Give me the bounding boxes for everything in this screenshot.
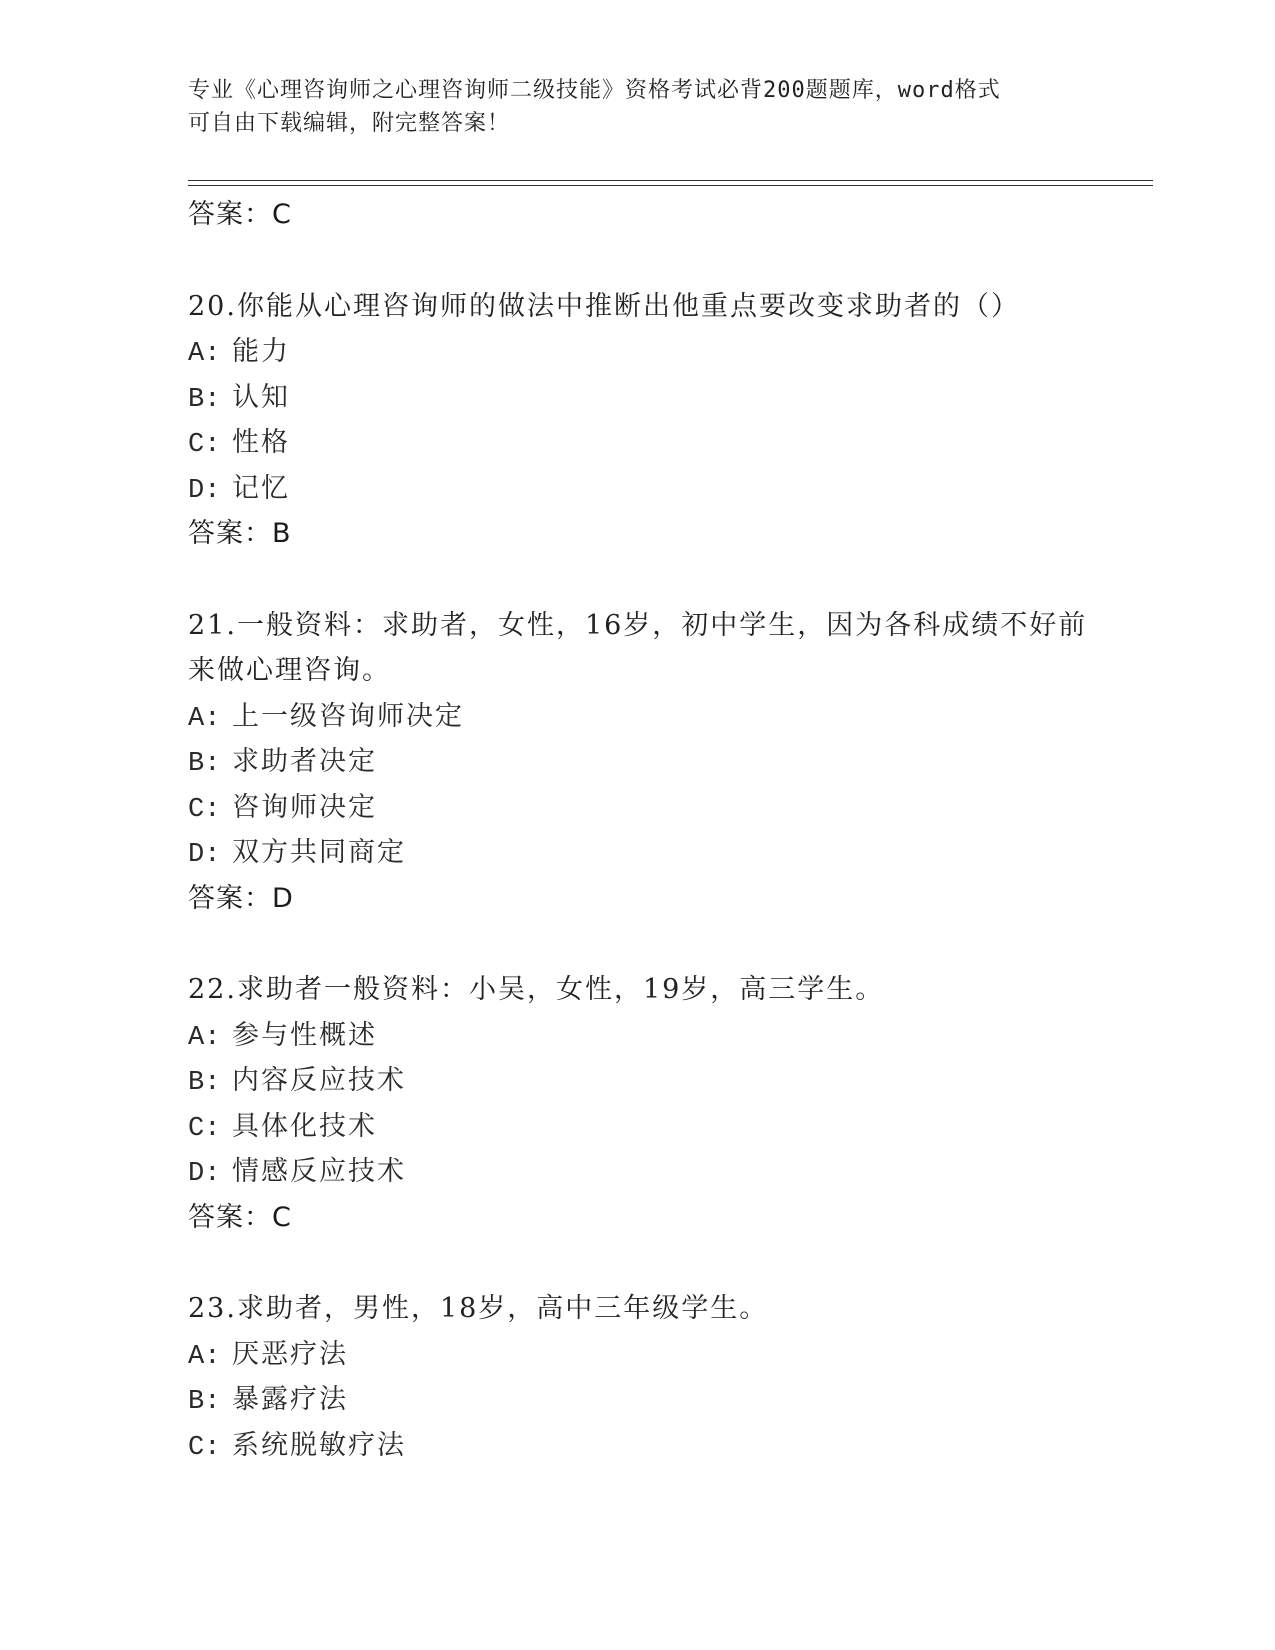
option-key: B: (188, 1387, 221, 1417)
question-stem: 23.求助者，男性，18岁，高中三年级学生。 (188, 1293, 769, 1324)
option-text: 情感反应技术 (232, 1156, 406, 1187)
option-a (188, 1013, 1088, 1059)
option-d (188, 466, 1088, 512)
option-c (188, 785, 1088, 831)
option-text: 厌恶疗法 (232, 1338, 348, 1370)
previous-answer: 答案：C (188, 199, 292, 230)
question-list (188, 192, 1088, 1468)
option-key: D: (188, 475, 221, 506)
question-21 (188, 603, 1088, 922)
document-header (188, 74, 1068, 140)
option-c (188, 1104, 1088, 1150)
spacer (188, 238, 1088, 284)
option-text: 具体化技术 (232, 1110, 377, 1142)
option-key: B: (188, 1068, 221, 1098)
option-b (188, 1377, 1088, 1423)
option-b (188, 375, 1088, 421)
option-key: D: (188, 1159, 221, 1189)
question-stem: 20.你能从心理咨询师的做法中推断出他重点要改变求助者的（） (188, 290, 1020, 322)
question-answer: 答案：B (188, 518, 292, 549)
option-text: 记忆 (232, 472, 290, 504)
question-stem: 21.一般资料：求助者，女性，16岁，初中学生，因为各科成绩不好前 (188, 609, 1088, 641)
option-text: 系统脱敏疗法 (232, 1429, 406, 1461)
option-text: 认知 (232, 381, 290, 413)
option-key: A: (188, 1341, 221, 1372)
option-key: C: (188, 794, 221, 825)
option-key: C: (188, 1113, 221, 1144)
spacer (188, 921, 1088, 967)
option-a (188, 1332, 1088, 1378)
option-text: 性格 (232, 427, 290, 458)
option-c (188, 1423, 1088, 1469)
option-d (188, 830, 1088, 876)
question-stem-continued: 来做心理咨询。 (188, 655, 391, 686)
header-divider-bottom (188, 185, 1153, 186)
option-key: A: (188, 703, 221, 734)
option-text: 暴露疗法 (232, 1384, 348, 1415)
option-key: A: (188, 1022, 221, 1053)
option-a (188, 694, 1088, 740)
question-20 (188, 284, 1088, 557)
question-22 (188, 967, 1088, 1240)
option-key: A: (188, 339, 221, 369)
spacer (188, 557, 1088, 603)
option-c (188, 420, 1088, 466)
option-d (188, 1149, 1088, 1195)
option-text: 求助者决定 (232, 746, 377, 777)
option-text: 参与性概述 (232, 1019, 377, 1051)
option-text: 内容反应技术 (232, 1065, 406, 1096)
option-key: B: (188, 384, 221, 415)
option-text: 能力 (232, 336, 290, 367)
question-answer: 答案：C (188, 1201, 292, 1233)
question-stem: 22.求助者一般资料：小吴，女性，19岁，高三学生。 (188, 974, 885, 1005)
header-line-2: 可自由下载编辑，附完整答案！ (188, 111, 511, 136)
option-b (188, 739, 1088, 785)
option-key: C: (188, 1432, 221, 1463)
option-text: 双方共同商定 (232, 837, 406, 868)
header-divider-top (188, 180, 1153, 181)
option-key: B: (188, 749, 221, 779)
option-key: C: (188, 430, 221, 460)
option-text: 上一级咨询师决定 (232, 700, 464, 732)
header-line-1: 专业《心理咨询师之心理咨询师二级技能》资格考试必背200题题库，word格式 (188, 78, 1001, 103)
question-23 (188, 1286, 1088, 1468)
option-b (188, 1058, 1088, 1104)
option-key: D: (188, 840, 221, 870)
question-answer: 答案：D (188, 882, 294, 914)
option-text: 咨询师决定 (232, 791, 377, 823)
spacer (188, 1240, 1088, 1286)
option-a (188, 329, 1088, 375)
